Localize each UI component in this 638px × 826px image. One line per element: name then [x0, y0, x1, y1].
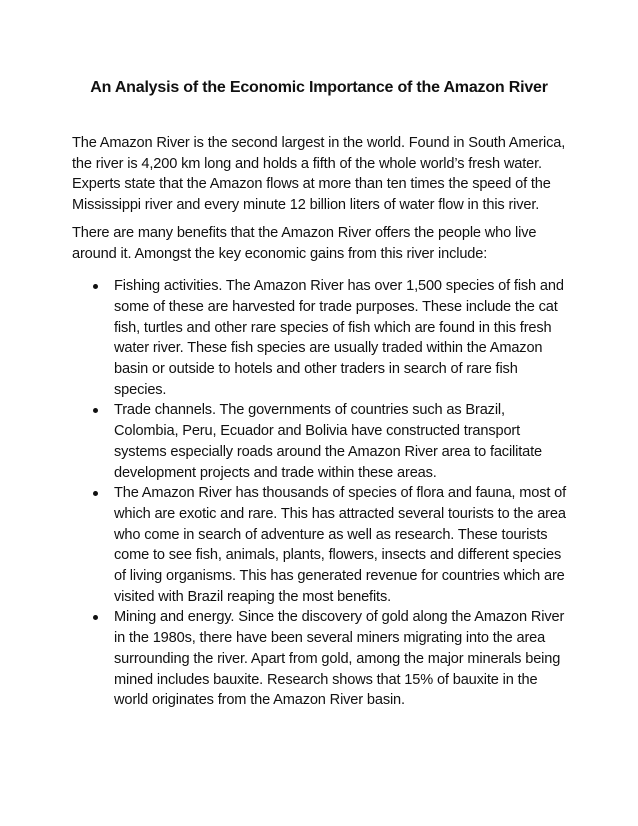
list-item: [72, 276, 568, 400]
list-item-text: Trade channels. The governments of countries such as Brazil, Colombia, Peru, Ecuador and Bolivia have constructed transport systems especially roads around the Amazon River area to facilitate development projects and trade within these areas.: [114, 402, 542, 481]
list-item-text: The Amazon River has thousands of species of flora and fauna, most of which are exotic and rare. This has attracted several tourists to the area who come in search of adventure as well as research. These tourists come to see fish, animals, plants, flowers, insects and different species of living organisms. This has generated revenue for countries which are visited with Brazil reaping the most benefits.: [114, 485, 567, 605]
list-item: [72, 483, 568, 607]
bullet-icon: [93, 284, 98, 289]
document-body: [72, 133, 568, 711]
benefits-paragraph: There are many benefits that the Amazon River offers the people who live around it. Amongst the key economic gains from this river include:: [72, 224, 537, 262]
document-title: An Analysis of the Economic Importance of the Amazon River: [90, 79, 548, 96]
list-item-text: Fishing activities. The Amazon River has over 1,500 species of fish and some of these are harvested for trade purposes. These include the cat fish, turtles and other rare species of fish which are found in this fresh water river. These fish species are usually traded within the Amazon basin or outside to hotels and other traders in search of rare fish species.: [114, 278, 564, 398]
list-item-text: Mining and energy. Since the discovery of gold along the Amazon River in the 1980s, there have been several miners migrating into the area surrounding the river. Apart from gold, among the major minerals being mined includes bauxite. Research shows that 15% of bauxite in the world originates from the Amazon River basin.: [114, 609, 565, 709]
intro-paragraph: The Amazon River is the second largest in the world. Found in South America, the river is 4,200 km long and holds a fifth of the whole world’s fresh water. Experts state that the Amazon flows at more than ten times the speed of the Mississippi river and every minute 12 billion liters of water flow in this river.: [72, 135, 566, 214]
list-item: [72, 400, 568, 483]
bullet-icon: [93, 408, 98, 413]
benefits-list: [72, 276, 568, 711]
bullet-icon: [93, 615, 98, 620]
bullet-icon: [93, 491, 98, 496]
list-item: [72, 607, 568, 711]
